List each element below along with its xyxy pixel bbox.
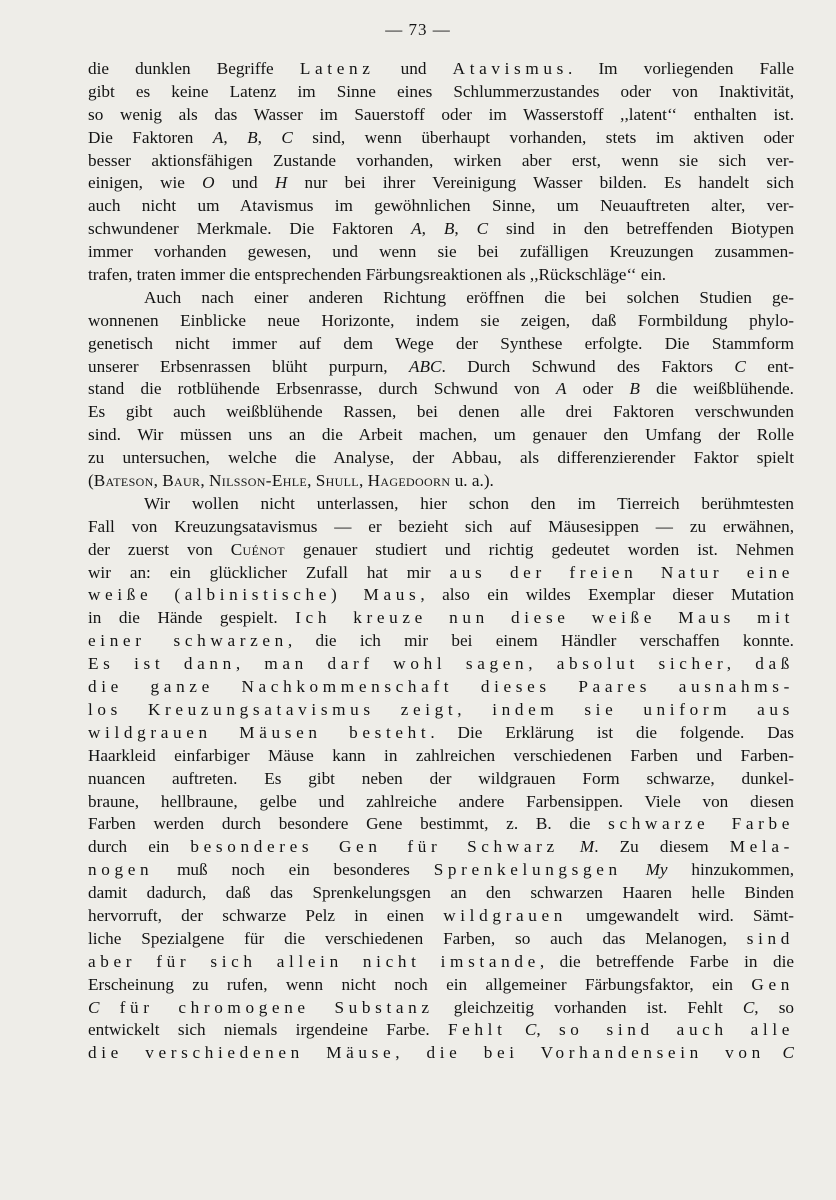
text-run: , [153,471,163,491]
text-line [88,333,794,356]
author-name: Cuénot [230,539,285,559]
text-run [99,998,119,1017]
spaced-emphasis: Gen [751,974,794,994]
text-run: . Im vorliegenden Falle [567,59,794,78]
text-line [88,127,794,150]
text-line [88,584,794,607]
italic-symbol: M [579,837,595,857]
text-line [88,447,794,470]
italic-symbol: C [742,997,755,1017]
text-run: besser aktionsfähigen Zustande vorhanden, wirken aber erst, wenn sie sich ver- [88,150,794,170]
text-run: Farben werden durch besondere Gene bestimmt, z. B. die [88,814,609,834]
spaced-emphasis: Mela- [729,837,794,857]
text-line [88,859,794,882]
text-run: . Die Erklärung ist die folgende. Das [430,722,794,742]
text-line [88,836,794,859]
text-run: durch ein [88,837,191,857]
text-line [88,745,794,768]
spaced-emphasis: Es ist dann, man darf wohl sagen, absolut sicher, daß [88,654,794,674]
text-run: Auch nach einer anderen Richtung eröffnen die bei solchen Studien ge- [144,287,794,307]
text-run: hervorruft, der schwarze Pelz in einen [88,905,444,925]
text-line [88,653,794,676]
text-line [88,791,794,814]
text-run: Es gibt auch weißblühende Rassen, bei denen alle drei Faktoren verschwunden [88,402,794,422]
text-run: entwickelt sich niemals irgendeine Farbe. [88,1020,448,1040]
text-line [88,150,794,173]
text-line [88,905,794,928]
text-line [88,287,794,310]
text-run: Die Faktoren [88,127,213,147]
spaced-emphasis: einer schwarzen [88,631,288,651]
text-run: , also ein wildes Exemplar dieser Mutation [420,585,794,605]
spaced-emphasis: aus der freien Natur eine [449,562,794,582]
italic-symbol: B [629,379,640,399]
text-run: der zuerst von [88,539,231,559]
body-text [88,58,794,1065]
spaced-emphasis: wildgrauen [443,905,567,925]
spaced-emphasis: weiße (albinistische) Maus [88,585,421,605]
text-line [88,1042,794,1065]
italic-symbol: ABC [409,356,442,376]
text-run: , [257,127,282,147]
text-run: u. a.). [450,471,494,491]
italic-symbol: My [645,860,668,880]
text-run: genauer studiert und richtig gedeutet worden ist. Nehmen [284,539,794,559]
text-line [88,493,794,516]
author-name: Bateson [93,471,154,491]
spaced-emphasis: sind [746,928,794,948]
text-run: , die ich mir bei einem Händler verschaffen konnte. [287,631,794,651]
text-run [622,860,646,879]
text-run: in die Hände gespielt. [88,608,296,628]
text-line [88,264,794,287]
text-line [88,516,794,539]
text-line [88,58,794,81]
spaced-emphasis: aber für sich allein nicht imstande [88,951,540,971]
author-name: Shull [315,471,359,491]
text-run: auch nicht um Atavismus im gewöhnlichen Sinne, um Neuauftreten alter, ver- [88,196,794,216]
text-line [88,607,794,630]
text-run: sind. Wir müssen uns an die Arbeit machen, um genauer den Umfang der Rolle [88,425,794,445]
italic-symbol: C [524,1020,537,1040]
text-run: gibt es keine Latenz im Sinne eines Schlummerzustandes oder von Inaktivität, [88,81,794,101]
text-run: die weißblühende. [639,379,794,399]
text-run: wir an: ein glücklicher Zufall hat mir [88,562,450,582]
text-line [88,676,794,699]
text-run: ( [88,471,94,491]
italic-symbol: C [88,997,100,1017]
text-run: und [374,59,453,78]
text-line [88,241,794,264]
text-run [765,1043,783,1062]
text-run: . Durch Schwund des Faktors [441,356,735,376]
text-run: sind in den betreffenden Biotypen [488,219,794,239]
italic-symbol: A [555,379,567,399]
text-run: , so [754,997,794,1017]
text-run [507,1020,525,1039]
italic-symbol: A [411,219,422,239]
text-line [88,218,794,241]
text-run: und [214,173,275,193]
text-run: , [454,219,477,239]
spaced-emphasis: Sprenkelungsgen [433,860,622,880]
text-run: , [307,471,316,491]
text-run: braune, hellbraune, gelbe und zahlreiche andere Farbensippen. Viele von diesen [88,791,794,811]
italic-symbol: O [202,173,215,193]
italic-symbol: C [734,356,746,376]
text-line [88,699,794,722]
text-run: , [200,471,209,491]
text-line [88,722,794,745]
text-line [88,813,794,836]
author-name: Hagedoorn [367,471,451,491]
text-run: trafen, traten immer die entsprechenden Färbungsreaktionen als ,,Rückschläge‘‘ ein. [88,265,667,285]
text-run: die dunklen Begriffe [88,59,300,78]
text-run: oder [566,379,630,399]
text-run: stand die rotblühende Erbsenrasse, durch Schwund von [88,379,556,399]
italic-symbol: B [247,127,258,147]
text-run: hinzukommen, [667,860,794,880]
text-run: damit dadurch, daß das Sprenkelungsgen an den schwarzen Haaren helle Binden [88,883,794,903]
text-run: , [223,127,248,147]
text-line [88,378,794,401]
text-run: zu untersuchen, welche die Analyse, der Abbau, als differenzierender Faktor spielt [88,448,794,468]
author-name: Baur [162,471,201,491]
text-line [88,539,794,562]
text-run: , [358,471,368,491]
text-line [88,470,794,493]
text-line [88,81,794,104]
author-name: Nilsson-Ehle [208,471,308,491]
italic-symbol: A [212,127,224,147]
text-run: liche Spezialgene für die verschiedenen Farben, so auch das Melanogen, [88,928,747,948]
text-run: gleichzeitig vorhanden ist. Fehlt [433,997,743,1017]
text-run: umgewandelt wird. Sämt- [566,905,794,925]
italic-symbol: C [476,219,489,239]
spaced-emphasis: Atavismus [452,59,568,78]
text-run [559,837,580,856]
italic-symbol: H [274,173,288,193]
text-run: unserer Erbsenrassen blüht purpurn, [88,356,410,376]
text-run: nuancen auftreten. Es gibt neben der wildgrauen Form schwarze, dunkel- [88,768,794,788]
text-run: einigen, wie [88,173,203,193]
spaced-emphasis: wildgrauen Mäusen besteht [88,722,431,742]
spaced-emphasis: die verschiedenen Mäuse, die bei Vorhandensein von [88,1043,765,1063]
text-line [88,928,794,951]
text-run: , die betreffende Farbe in die [539,951,794,971]
text-run: . Zu diesem [594,837,730,857]
spaced-emphasis: nogen [88,860,154,880]
text-line [88,562,794,585]
text-run: Erscheinung zu rufen, wenn nicht noch ein allgemeiner Färbungsfaktor, ein [88,974,752,994]
text-run: Wir wollen nicht unterlassen, hier schon den im Tierreich berühmtesten [144,493,794,513]
spaced-emphasis: für chromogene Substanz [119,997,434,1017]
text-run: so wenig als das Wasser im Sauerstoff oder im Wasserstoff ,,latent‘‘ enthalten ist. [88,104,794,124]
text-run: schwundener Merkmale. Die Faktoren [88,219,412,239]
text-run: immer vorhanden gewesen, und wenn sie bei zufälligen Kreuzungen zusammen- [88,242,794,262]
text-line [88,997,794,1020]
text-line [88,195,794,218]
text-run: wonnenen Einblicke neue Horizonte, indem sie zeigen, daß Formbildung phylo- [88,310,794,330]
text-line [88,1019,794,1042]
page-number: — 73 — [385,20,451,39]
italic-symbol: C [281,127,293,147]
spaced-emphasis: besonderes Gen für Schwarz [190,837,559,857]
spaced-emphasis: schwarze Farbe [608,814,794,834]
text-run: Fall von Kreuzungsatavismus — er bezieht sich auf Mäusesippen — zu erwähnen, [88,516,794,536]
text-run: genetisch nicht immer auf dem Wege der Synthese erfolgte. Die Stammform [88,333,794,353]
italic-symbol: B [443,219,455,239]
text-run: sind, wenn überhaupt vorhanden, stets im aktiven oder [292,127,794,147]
text-line [88,951,794,974]
spaced-emphasis: Ich kreuze nun diese weiße Maus mit [295,608,794,628]
text-line [88,356,794,379]
text-line [88,974,794,997]
text-line [88,104,794,127]
text-line [88,401,794,424]
text-line [88,310,794,333]
spaced-emphasis: die ganze Nachkommenschaft dieses Paares ausnahms- [88,677,794,697]
text-run: nur bei ihrer Vereinigung Wasser bilden. Es handelt sich [287,173,794,193]
text-line [88,424,794,447]
italic-symbol: C [782,1043,794,1063]
text-run: , [536,1020,559,1040]
text-line [88,172,794,195]
text-run: ent- [745,356,794,376]
text-run: muß noch ein besonderes [153,860,434,880]
text-line [88,768,794,791]
spaced-emphasis: los Kreuzungsatavismus zeigt, indem sie uniform aus [88,699,794,719]
text-run: Haarkleid einfarbiger Mäuse kann in zahlreichen verschiedenen Farben und Farben- [88,745,794,765]
spaced-emphasis: so sind auch alle [558,1020,794,1040]
text-line [88,882,794,905]
spaced-emphasis: Fehlt [447,1020,507,1040]
spaced-emphasis: Latenz [299,59,375,78]
text-line [88,630,794,653]
text-run: , [421,219,444,239]
